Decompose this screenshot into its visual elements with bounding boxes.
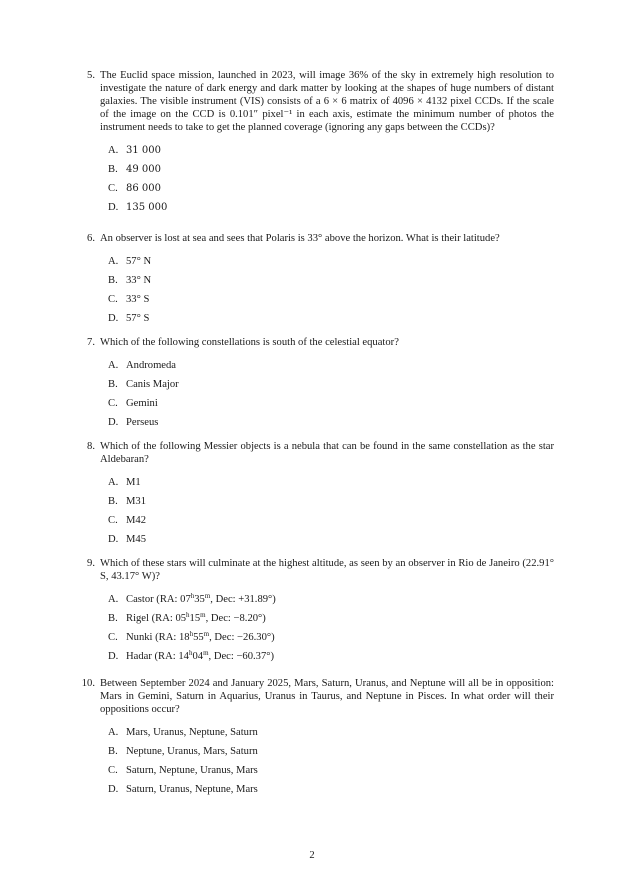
option-text: Canis Major [126,379,179,391]
option-text: 135 000 [126,202,168,214]
question-8 [78,440,554,552]
question-10 [78,677,554,802]
option-b [108,745,554,764]
option-d [108,650,554,669]
star-name: Castor (RA: [126,594,181,606]
option-b [108,495,554,514]
option-c [108,631,554,650]
option-text: 86 000 [126,183,161,195]
option-d [108,783,554,802]
option-label: A. [108,256,119,268]
option-label: B. [108,496,118,508]
ra-hours: 05 [175,613,187,625]
question-number: 5. [87,70,95,81]
option-a [108,726,554,745]
declination: , Dec: +31.89°) [210,594,276,606]
option-text: Saturn, Neptune, Uranus, Mars [126,765,258,777]
option-b [108,378,554,397]
ra-hours: 07 [180,594,191,606]
option-label: D. [108,417,119,429]
option-text: M31 [126,496,147,508]
option-label: A. [108,727,119,739]
ra-minutes-unit: m [203,630,210,639]
option-d [108,533,554,552]
option-label: C. [108,632,118,644]
option-d [108,312,554,331]
ra-hours: 14 [178,651,189,663]
option-text: M1 [126,477,141,489]
option-text: Saturn, Uranus, Neptune, Mars [126,784,258,796]
option-a [108,359,554,378]
ra-minutes-unit: m [200,611,206,620]
options-list [108,144,554,220]
option-label: D. [108,534,119,546]
option-d [108,201,554,220]
option-text: Andromeda [126,360,177,372]
option-text: M45 [126,534,147,546]
star-name: Rigel (RA: [126,613,176,625]
question-number: 7. [87,337,95,348]
option-label: D. [108,202,119,214]
option-label: D. [108,313,119,325]
question-number: 8. [87,441,95,452]
option-label: D. [108,784,119,796]
option-text: Gemini [126,398,158,410]
option-a [108,255,554,274]
option-label: C. [108,515,118,527]
option-b [108,274,554,293]
question-number: 10. [81,678,95,689]
question-9 [78,557,554,669]
option-label: C. [108,294,118,306]
ra-hours-unit: h [189,630,194,639]
ra-minutes: 55 [193,632,204,644]
ra-minutes-unit: m [204,592,211,601]
option-a [108,476,554,495]
option-text: 31 000 [126,145,161,157]
question-text: Which of these stars will culminate at the highest altitude, as seen by an observer in Rio de Janeiro (22.91° S, 43.17° W)? [100,558,554,583]
question-text: Which of the following Messier objects is a nebula that can be found in the same constellation as the star Aldebaran? [100,441,554,466]
option-c [108,764,554,783]
option-label: A. [108,360,119,372]
ra-hours-unit: h [188,649,193,658]
option-text: 49 000 [126,164,161,176]
option-c [108,182,554,201]
option-label: C. [108,183,118,195]
option-label: C. [108,398,118,410]
option-b [108,163,554,182]
star-name: Nunki (RA: [126,632,179,644]
option-a [108,593,554,612]
option-text: 33° N [126,275,152,287]
option-text [126,632,275,643]
option-label: B. [108,275,118,287]
option-label: B. [108,746,118,758]
ra-minutes: 04 [192,651,204,663]
option-c [108,514,554,533]
ra-minutes: 35 [194,594,205,606]
options-list [108,476,554,552]
option-c [108,397,554,416]
question-text: Between September 2024 and January 2025, Mars, Saturn, Uranus, and Neptune will all be in opposition: Mars in Gemini, Saturn in Aquarius, Uranus in Taurus, and Neptune in Pisces. In what order will their oppositions occur? [100,678,554,716]
question-6 [78,232,554,331]
option-label: B. [108,379,118,391]
options-list [108,359,554,435]
option-label: A. [108,477,119,489]
option-d [108,416,554,435]
option-text [126,594,276,605]
option-c [108,293,554,312]
option-text: 57° S [126,313,150,325]
option-text: 57° N [126,256,152,268]
option-text: M42 [126,515,147,527]
ra-hours-unit: h [186,611,190,620]
option-text: Perseus [126,417,159,429]
options-list [108,593,554,669]
option-label: B. [108,613,118,625]
option-b [108,612,554,631]
question-number: 9. [87,558,95,569]
declination: , Dec: −60.37°) [208,651,275,663]
option-label: B. [108,164,118,176]
option-text: Mars, Uranus, Neptune, Saturn [126,727,258,739]
options-list [108,255,554,331]
question-text: An observer is lost at sea and sees that Polaris is 33° above the horizon. What is their latitude? [100,233,500,244]
option-label: A. [108,594,119,606]
ra-hours: 18 [178,632,190,644]
declination: , Dec: −8.20°) [205,613,266,625]
ra-hours-unit: h [190,592,195,601]
question-7 [78,336,554,435]
question-text: The Euclid space mission, launched in 2023, will image 36% of the sky in extremely high resolution to investigate the nature of dark energy and dark matter by looking at the shapes of huge numbers of distant galaxies. The visible instrument (VIS) consists of a 6 × 6 matrix of 4096 × 4132 pixel CCDs. If the scale of the image on the CCD is 0.101″ pixel⁻¹ in each axis, estimate the minimum number of photos the instrument needs to take to get the planned coverage (ignoring any gaps between the CCDs)? [100,70,554,134]
declination: , Dec: −26.30°) [209,632,275,644]
option-label: D. [108,651,119,663]
option-text: 33° S [126,294,150,306]
question-text: Which of the following constellations is south of the celestial equator? [100,337,399,348]
question-number: 6. [87,233,95,244]
page-number: 2 [309,850,315,861]
question-5 [78,69,554,220]
option-label: A. [108,145,119,157]
star-name: Hadar (RA: [126,651,179,663]
ra-minutes-unit: m [203,649,209,658]
option-a [108,144,554,163]
option-text: Neptune, Uranus, Mars, Saturn [126,746,258,758]
ra-minutes: 15 [189,613,201,625]
option-label: C. [108,765,118,777]
option-text [126,651,274,662]
options-list [108,726,554,802]
option-text [126,613,266,624]
